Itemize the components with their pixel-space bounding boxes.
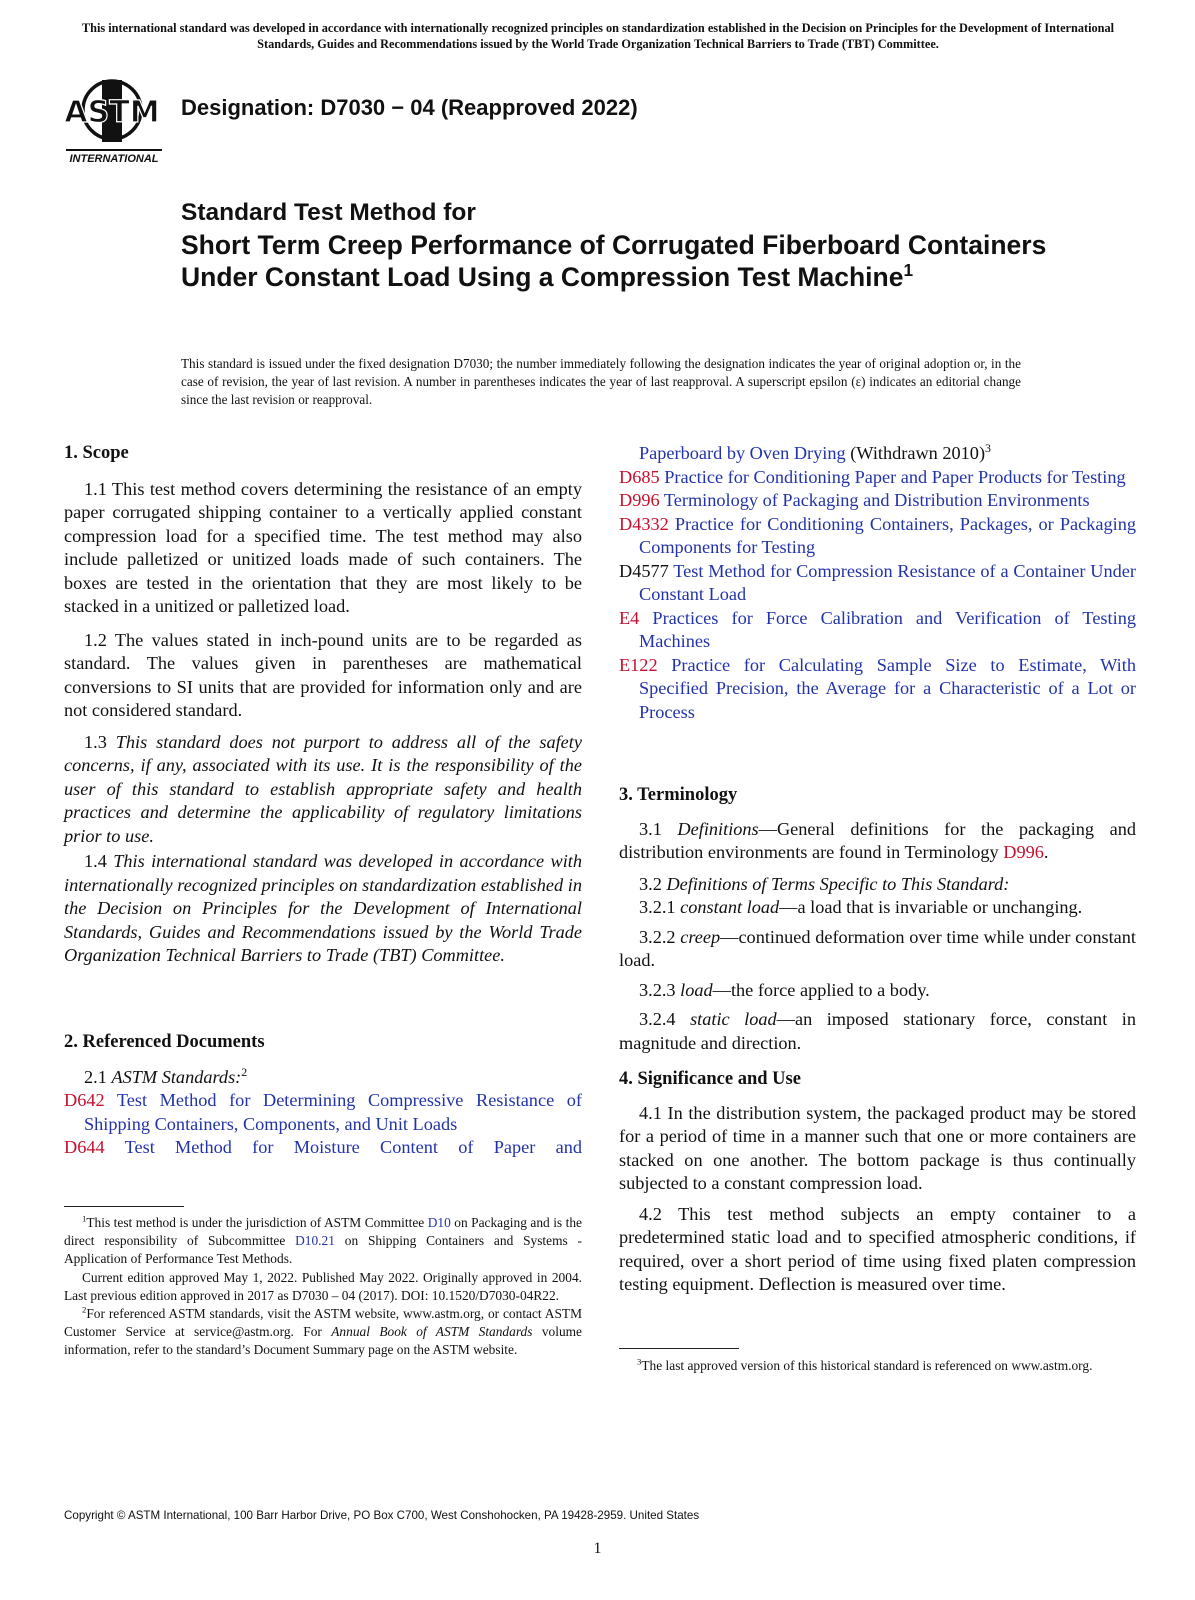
terminology-3-2-3: 3.2.3 load—the force applied to a body. <box>639 979 930 1000</box>
document-title <box>181 197 1081 293</box>
ref-d644-continued[interactable]: Paperboard by Oven Drying (Withdrawn 2010)$^3$ <box>639 440 991 463</box>
significance-4-2: 4.2 This test method subjects an empty container to a predetermined static load and to specified atmospheric conditions, if required, over a short period of time using fixed platen compression testing equipment. Deflection is measured over time. <box>619 1203 1136 1294</box>
section-referenced-documents <box>64 1031 582 1160</box>
refdocs-continued <box>619 442 1136 724</box>
logo-letters: ASTM <box>64 95 160 130</box>
footnote-1: $^1$This test method is under the jurisdiction of ASTM Committee D10 on Packaging and is the direct responsibility of Subcommittee D10.21 on Shipping Containers and Systems - Application of Performance Test Methods. <box>64 1213 582 1267</box>
footnote-rule-right <box>619 1348 739 1349</box>
copyright-line: Copyright © ASTM International, 100 Barr Harbor Drive, PO Box C700, West Conshohocken, PA 19428-2959. United States <box>64 1509 700 1522</box>
section-scope <box>64 442 582 968</box>
terminology-3-2-1: 3.2.1 constant load—a load that is invariable or unchanging. <box>639 897 1083 917</box>
terminology-3-2: 3.2 Definitions of Terms Specific to This Standard: <box>639 873 1010 894</box>
scope-heading: 1. Scope <box>64 443 129 463</box>
terminology-3-2-4: 3.2.4 static load—an imposed stationary force, constant in magnitude and direction. <box>619 1009 1136 1053</box>
title-line-2: Short Term Creep Performance of Corrugated Fiberboard Containers Under Constant Load Using a Compression Test Machine$^1$ <box>181 230 1047 292</box>
terminology-3-2-2: 3.2.2 creep—continued deformation over time while under constant load. <box>619 926 1136 970</box>
ref-d996[interactable]: D996 Terminology of Packaging and Distribution Environments <box>619 490 1090 510</box>
scope-1-4: 1.4 This international standard was developed in accordance with internationally recognized principles on standardization established in the Decision on Principles for the Development of International Standards, Guides and Recommendations issued by the World Trade Organization Technical Barriers to Trade (TBT) Committee. <box>64 851 582 965</box>
terminology-3-1: 3.1 Definitions—General definitions for the packaging and distribution environments are found in Terminology D996. <box>619 818 1136 862</box>
section-terminology <box>619 784 1136 1055</box>
footnote-1-edition: Current edition approved May 1, 2022. Published May 2022. Originally approved in 2004. Last previous edition approved in 2017 as D7030 – 04 (2017). DOI: 10.1520/D7030-04R22. <box>64 1269 582 1303</box>
logo-caption: INTERNATIONAL <box>69 153 159 165</box>
astm-logo-mark <box>62 70 166 166</box>
scope-1-1: 1.1 This test method covers determining the resistance of an empty paper corrugated shipping container to a vertically applied constant compression load for a specified time. The test method may also include palletized or unitized loads made of such containers. The boxes are tested in the orientation that they are most likely to be stacked in a unitized or palletized load. <box>64 478 582 616</box>
footnotes-left <box>64 1214 582 1360</box>
scope-1-2: 1.2 The values stated in inch-pound units are to be regarded as standard. The values given in parentheses are mathematical conversions to SI units that are provided for information only and are not considered standard. <box>64 629 582 720</box>
ref-d685[interactable]: D685 Practice for Conditioning Paper and Paper Products for Testing <box>619 466 1126 487</box>
title-line-1: Standard Test Method for <box>181 199 476 226</box>
refdocs-2-1: 2.1 ASTM Standards:$^2$ <box>84 1064 248 1087</box>
issued-note: This standard is issued under the fixed designation D7030; the number immediately following the designation indicates the year of original adoption or, in the case of revision, the year of last revision. A number in parentheses indicates the year of last reapproval. A superscript epsilon (ε) indicates an editorial change since the last revision or reapproval. <box>181 356 1021 407</box>
astm-logo <box>62 70 166 166</box>
designation: Designation: D7030 − 04 (Reapproved 2022) <box>181 95 638 120</box>
significance-heading: 4. Significance and Use <box>619 1069 801 1089</box>
footnote-3: $^3$The last approved version of this historical standard is referenced on www.astm.org. <box>637 1356 1093 1373</box>
ref-d642[interactable]: D642 Test Method for Determining Compressive Resistance of Shipping Containers, Components, and Unit Loads <box>64 1090 582 1134</box>
terminology-heading: 3. Terminology <box>619 785 738 805</box>
scope-1-3: 1.3 This standard does not purport to address all of the safety concerns, if any, associated with its use. It is the responsibility of the user of this standard to establish appropriate safety and health practices and determine the applicability of regulatory limitations prior to use. <box>64 731 582 846</box>
ref-d4577[interactable]: D4577 Test Method for Compression Resistance of a Container Under Constant Load <box>619 560 1136 604</box>
wto-notice: This international standard was developed in accordance with internationally recognized principles on standardization established in the Decision on Principles for the Development of International Standards, Guides and Recommendations issued by the World Trade Organization Technical Barriers to Trade (TBT) Committee. <box>81 21 1115 51</box>
ref-e122[interactable]: E122 Practice for Calculating Sample Size to Estimate, With Specified Precision, the Average for a Characteristic of a Lot or Process <box>619 654 1136 722</box>
ref-d644[interactable]: D644 Test Method for Moisture Content of Paper and <box>64 1137 582 1157</box>
ref-d4332[interactable]: D4332 Practice for Conditioning Containers, Packages, or Packaging Components for Testing <box>619 513 1136 557</box>
title-footnote-mark: 1 <box>903 260 914 281</box>
footnote-2: $^2$For referenced ASTM standards, visit the ASTM website, www.astm.org, or contact ASTM Customer Service at service@astm.org. For Annual Book of ASTM Standards volume information, refer to the standard’s Document Summary page on the ASTM website. <box>64 1304 583 1358</box>
section-significance <box>619 1068 1136 1297</box>
refdocs-heading: 2. Referenced Documents <box>64 1032 265 1052</box>
significance-4-1: 4.1 In the distribution system, the packaged product may be stored for a period of time in a manner such that one or more containers are stacked on one another. The bottom package is thus continually subjected to a constant compression load. <box>619 1102 1136 1193</box>
ref-e4[interactable]: E4 Practices for Force Calibration and Verification of Testing Machines <box>619 607 1136 651</box>
page-number: 1 <box>593 1540 602 1557</box>
footnote-rule-left <box>64 1206 184 1207</box>
